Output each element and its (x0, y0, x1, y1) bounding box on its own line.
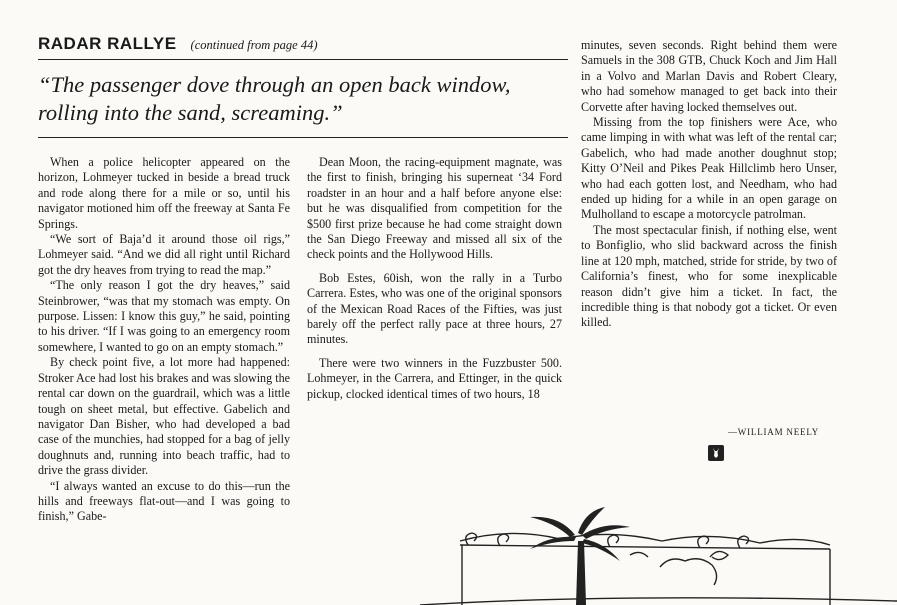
pull-quote: “The passenger dove through an open back window, rolling into the sand, screaming.” (38, 72, 511, 125)
bottom-rule (38, 137, 568, 138)
paragraph: When a police helicopter appeared on the horizon, Lohmeyer tucked in beside a bread truck and rode along there for a mile or so, until his navigator motioned him off the freeway at Santa Fe Springs. (38, 155, 290, 231)
article-header (38, 34, 318, 54)
ironwork-palm-illustration (400, 505, 897, 605)
column-1 (38, 155, 290, 525)
author-byline: —WILLIAM NEELY (728, 427, 820, 437)
paragraph: “I always wanted an excuse to do this—run the hills and freeways flat-out—and I was going to finish,” Gabe- (38, 478, 290, 524)
paragraph: By check point five, a lot more had happened: Stroker Ace had lost his brakes and was slowing the rental car down on the guardrail, which was a little tough on sheet metal, but effective. Gabelich and navigator Dan Bisher, who had developed a bad case of the munchies, had stopped for a bag of jelly doughnuts and, running into beach traffic, had to drive the grass divider. (38, 355, 290, 478)
paragraph: Missing from the top finishers were Ace, who came limping in with what was left of the rental car; Gabelich, who had made another doughnut stop; Kitty O’Neil and Pikes Peak Hillclimb hero Unser, who had each gotten lost, and Needham, who had ended up hiding for a while in an open garage on Mulholland to escape a motorcycle patrolman. (581, 115, 837, 222)
article-title: RADAR RALLYE (38, 34, 177, 53)
continued-note: (continued from page 44) (190, 38, 318, 52)
paragraph: “We sort of Baja’d it around those oil rigs,” Lohmeyer said. “And we did all right until Richard got the dry heaves from trying to read the map.” (38, 232, 290, 277)
end-mark-icon (708, 445, 724, 461)
paragraph: There were two winners in the Fuzzbuster 500. Lohmeyer, in the Carrera, and Ettinger, in the quick pickup, clocked identical times of two hours, 18 (307, 355, 562, 401)
paragraph: Dean Moon, the racing-equipment magnate, was the first to finish, bringing his superneat ‘34 Ford roadster in an hour and a half before anyone else: but he was disqualified from competition for the $500 first prize because he had come straight down the San Diego Freeway and missed all six of the check points and the Hollywood Hills. (307, 155, 562, 262)
column-3 (581, 38, 837, 331)
paragraph: minutes, seven seconds. Right behind them were Samuels in the 308 GTB, Chuck Koch and Jim Hall in a Volvo and Marlan Davis and Robert Cleary, who had somehow managed to get back into their Corvette after having locked themselves out. (581, 38, 837, 114)
paragraph: The most spectacular finish, if nothing else, went to Bonfiglio, who slid backward across the finish line at 120 mph, matched, stride for stride, by two of California’s finest, who for some inexplicable reason didn’t give him a ticket. In fact, the incredible thing is that nobody got a ticket. Or even killed. (581, 222, 837, 330)
top-rule (38, 59, 568, 60)
bunny-logo-icon (710, 447, 722, 459)
paragraph: Bob Estes, 60ish, won the rally in a Turbo Carrera. Estes, who was one of the original sponsors of the Mexican Road Races of the Fifties, was just barely off the perfect rally pace at three hours, 27 minutes. (307, 270, 562, 347)
paragraph: “The only reason I got the dry heaves,” said Steinbrower, “was that my stomach was empty. On purpose. Lissen: I know this guy,” he said, pointing to his driver. “If I was going to an emergency room somewhere, I wanted to go on an empty stomach.” (38, 278, 290, 354)
column-2 (307, 155, 562, 402)
